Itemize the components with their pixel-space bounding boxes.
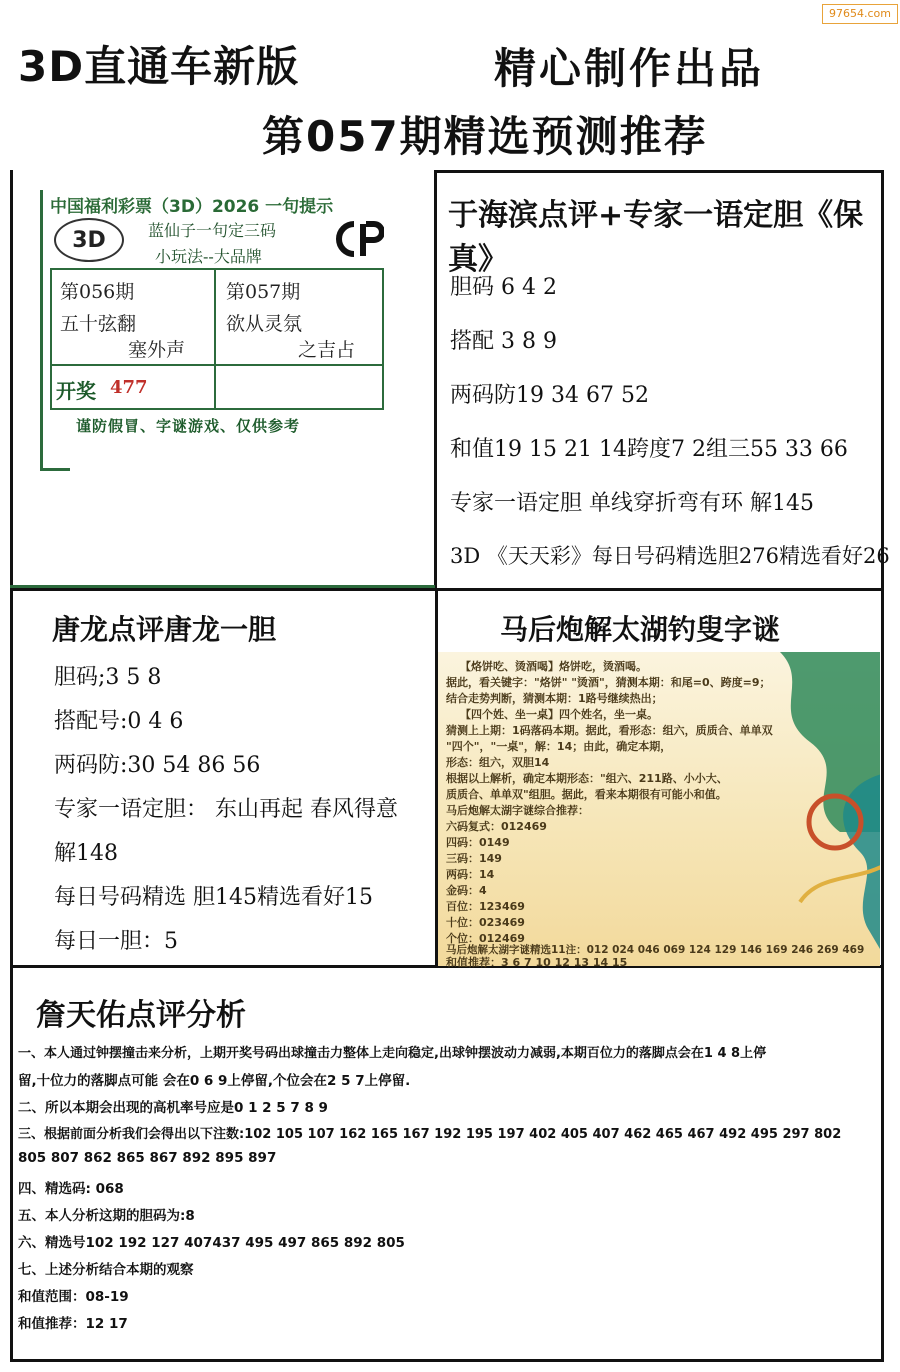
next-riddle-line1: 欲从灵氛 bbox=[226, 313, 303, 335]
prev-period: 第056期 bbox=[60, 281, 135, 303]
riddle-line-2: 据此，看关键字："烙饼" "烫酒"，猜测本期：和尾=0、跨度=9； bbox=[446, 676, 771, 689]
page-title-right: 精心制作出品 bbox=[494, 44, 765, 93]
riddle-line-20: 和值推荐：3 6 7 10 12 13 14 15 bbox=[446, 956, 628, 969]
riddle-line-10: 马后炮解太湖字谜综合推荐： bbox=[446, 804, 589, 817]
analysis-line-11: 和值推荐：12 17 bbox=[18, 1316, 128, 1332]
tang-section-title: 唐龙点评唐龙一胆 bbox=[52, 613, 277, 646]
analysis-line-2: 留,十位力的落脚点可能 会在0 6 9上停留,个位会在2 5 7上停留. bbox=[18, 1073, 411, 1089]
card-title: 中国福利彩票（3D）2026 一句提示 bbox=[50, 197, 334, 217]
tang-line-yiyu: 专家一语定胆： 东山再起 春风得意 bbox=[54, 797, 398, 822]
tang-line-liangma: 两码防:30 54 86 56 bbox=[54, 753, 261, 778]
draw-number: 477 bbox=[110, 377, 148, 398]
analysis-line-10: 和值范围：08-19 bbox=[18, 1289, 129, 1305]
analysis-line-7: 五、本人分析这期的胆码为:8 bbox=[18, 1208, 195, 1224]
riddle-line-1: 【烙饼吃、烫酒喝】烙饼吃，烫酒喝。 bbox=[460, 660, 647, 673]
wave-decoration-icon bbox=[740, 652, 880, 966]
yu-line-tiantiancai: 3D 《天天彩》每日号码精选胆276精选看好26 bbox=[450, 544, 890, 568]
next-riddle-line2: 之吉占 bbox=[298, 339, 356, 361]
riddle-line-9: 质质合、单单双"组胆。据此，看来本期很有可能小和值。 bbox=[446, 788, 727, 801]
analysis-line-3: 二、所以本期会出现的高机率号应是0 1 2 5 7 8 9 bbox=[18, 1100, 328, 1116]
riddle-line-5: 猜测上上期：1码落码本期。据此，看形态：组六，质质合、单单双 bbox=[446, 724, 773, 737]
yu-line-dapei: 搭配 3 8 9 bbox=[450, 329, 557, 354]
next-period: 第057期 bbox=[226, 281, 301, 303]
tang-line-jie: 解148 bbox=[54, 841, 118, 866]
welfare-lottery-logo-icon bbox=[332, 218, 384, 260]
prev-riddle-line2: 塞外声 bbox=[128, 339, 186, 361]
card-subtitle-2: 小玩法--大品牌 bbox=[155, 247, 262, 266]
riddle-line-19: 马后炮解太湖字谜精选11注：012 024 046 069 124 129 146 169 246 269 469 bbox=[446, 944, 865, 956]
page-title-left: 3D直通车新版 bbox=[18, 42, 300, 91]
prev-riddle-line1: 五十弦翻 bbox=[60, 313, 137, 335]
riddle-line-17: 十位：023469 bbox=[446, 916, 525, 929]
tang-line-yidan: 每日一胆：5 bbox=[54, 929, 178, 954]
riddle-line-11: 六码复式：012469 bbox=[446, 820, 547, 833]
yu-section-title: 于海滨点评+专家一语定胆《保真》 bbox=[448, 198, 864, 277]
card-footer: 谨防假冒、字谜游戏、仅供参考 bbox=[76, 417, 301, 435]
issue-title: 第057期精选预测推荐 bbox=[262, 112, 708, 161]
riddle-line-6: "四个"，"一桌"，解：14；由此，确定本期， bbox=[446, 740, 672, 753]
yu-line-dan: 胆码 6 4 2 bbox=[450, 275, 557, 300]
card-shadow-left bbox=[40, 190, 43, 470]
analysis-line-1: 一、本人通过钟摆撞击来分析，上期开奖号码出球撞击力整体上走向稳定,出球钟摆波动力减弱,本期百位力的落脚点会在1 4 8上停 bbox=[18, 1046, 767, 1061]
grid-divider-horizontal bbox=[52, 364, 382, 366]
grid-divider-vertical bbox=[214, 270, 216, 408]
analysis-line-6: 四、精选码: 068 bbox=[18, 1181, 124, 1197]
riddle-line-4: 【四个姓、坐一桌】四个姓名，坐一桌。 bbox=[460, 708, 658, 721]
tang-line-jingxuan: 每日号码精选 胆145精选看好15 bbox=[54, 885, 373, 910]
tang-line-dan: 胆码;3 5 8 bbox=[54, 665, 162, 690]
card-frame-left bbox=[10, 170, 13, 588]
site-watermark: 97654.com bbox=[822, 4, 898, 24]
yu-line-yiyu: 专家一语定胆 单线穿折弯有环 解145 bbox=[450, 491, 814, 516]
yu-line-liangma: 两码防19 34 67 52 bbox=[450, 383, 649, 408]
riddle-line-14: 两码：14 bbox=[446, 868, 495, 881]
analysis-line-5: 805 807 862 865 867 892 895 897 bbox=[18, 1150, 277, 1166]
riddle-line-15: 金码：4 bbox=[446, 884, 487, 897]
tang-line-dapei: 搭配号:0 4 6 bbox=[54, 709, 184, 734]
riddle-line-8: 根据以上解析，确定本期形态："组六、211路、小小大、 bbox=[446, 772, 728, 785]
riddle-line-13: 三码：149 bbox=[446, 852, 502, 865]
card-shadow-bottom bbox=[40, 468, 70, 471]
card-subtitle-1: 蓝仙子一句定三码 bbox=[148, 221, 277, 240]
analysis-line-4: 三、根据前面分析我们会得出以下注数:102 105 107 162 165 167 192 195 197 402 405 407 462 465 467 492 495 297 802 bbox=[18, 1127, 842, 1142]
analysis-line-9: 七、上述分析结合本期的观察 bbox=[18, 1262, 194, 1278]
analysis-line-8: 六、精选号102 192 127 407437 495 497 865 892 805 bbox=[18, 1235, 405, 1251]
riddle-line-7: 形态：组六，双胆14 bbox=[446, 756, 550, 769]
3d-logo: 3D bbox=[54, 218, 124, 262]
draw-label: 开奖 bbox=[56, 379, 96, 403]
yu-line-hezhi: 和值19 15 21 14跨度7 2组三55 33 66 bbox=[450, 437, 848, 462]
riddle-line-18: 个位：012469 bbox=[446, 932, 525, 945]
riddle-line-12: 四码：0149 bbox=[446, 836, 510, 849]
riddle-line-3: 结合走势判断，猜测本期：1路号继续热出； bbox=[446, 692, 663, 705]
zhan-section-title: 詹天佑点评分析 bbox=[36, 998, 246, 1033]
mahou-section-title: 马后炮解太湖钓叟字谜 bbox=[500, 613, 781, 646]
riddle-line-16: 百位：123469 bbox=[446, 900, 525, 913]
